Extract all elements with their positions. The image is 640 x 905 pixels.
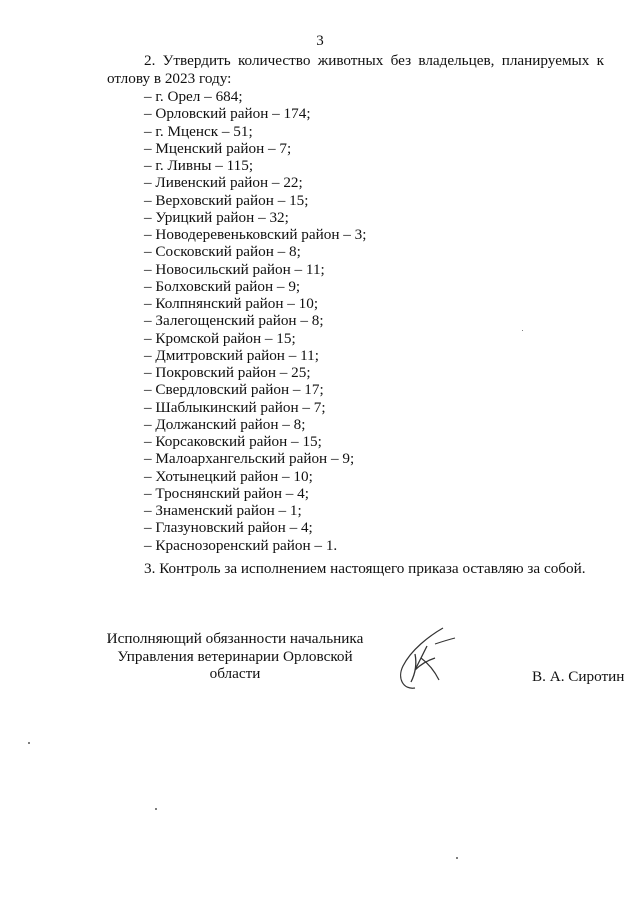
paragraph-3: 3. Контроль за исполнением настоящего приказа оставляю за собой.: [144, 560, 586, 577]
district-item: – Покровский район – 25;: [144, 364, 311, 381]
scan-speck: [456, 857, 458, 859]
signer-title-line: области: [209, 665, 261, 682]
district-item: – Краснозоренский район – 1.: [144, 536, 338, 554]
district-item: – Должанский район – 8;: [144, 415, 306, 433]
district-item: – Болховский район – 9;: [144, 277, 301, 295]
district-item: – Корсаковский район – 15;: [144, 433, 322, 450]
signer-title: [100, 630, 370, 683]
scan-speck: [28, 742, 30, 744]
scan-speck: [155, 808, 157, 810]
district-item: – Глазуновский район – 4;: [144, 519, 313, 537]
district-item: – г. Ливны – 115;: [144, 157, 254, 174]
district-item: – Малоархангельский район – 9;: [144, 450, 355, 468]
district-item: – Мценский район – 7;: [144, 139, 292, 157]
scan-speck: [522, 330, 523, 331]
district-list: [144, 88, 367, 554]
district-item: – г. Мценск – 51;: [144, 122, 253, 140]
district-item: – Залегощенский район – 8;: [144, 312, 324, 330]
signer-title-line: Исполняющий обязанности начальника: [106, 630, 364, 647]
district-item: – Колпнянский район – 10;: [144, 295, 319, 312]
district-item: – Орловский район – 174;: [144, 105, 311, 123]
district-item: – Сосковский район – 8;: [144, 243, 301, 261]
district-item: – Свердловский район – 17;: [144, 381, 324, 399]
district-item: – Хотынецкий район – 10;: [144, 467, 313, 485]
handwritten-signature: [385, 618, 465, 698]
signer-title-line: Управления ветеринарии Орловской: [117, 647, 353, 665]
district-item: – Троснянский район – 4;: [144, 484, 309, 502]
district-item: – Дмитровский район – 11;: [144, 346, 319, 364]
district-item: – Ливенский район – 22;: [144, 174, 303, 192]
page-number: 3: [316, 33, 324, 49]
district-item: – Новодеревеньковский район – 3;: [144, 226, 367, 243]
district-item: – Кромской район – 15;: [144, 329, 296, 347]
district-item: – Новосильский район – 11;: [144, 260, 325, 278]
district-item: – Знаменский район – 1;: [144, 502, 302, 519]
paragraph-2: 2. Утвердить количество животных без владельцев, планируемых к отлову в 2023 году:: [107, 52, 604, 87]
district-item: – Урицкий район – 32;: [144, 208, 289, 226]
district-item: – Верховский район – 15;: [144, 191, 309, 209]
district-item: – Шаблыкинский район – 7;: [144, 398, 326, 416]
district-item: – г. Орел – 684;: [144, 88, 243, 105]
signer-name: В. А. Сиротин: [532, 668, 625, 685]
